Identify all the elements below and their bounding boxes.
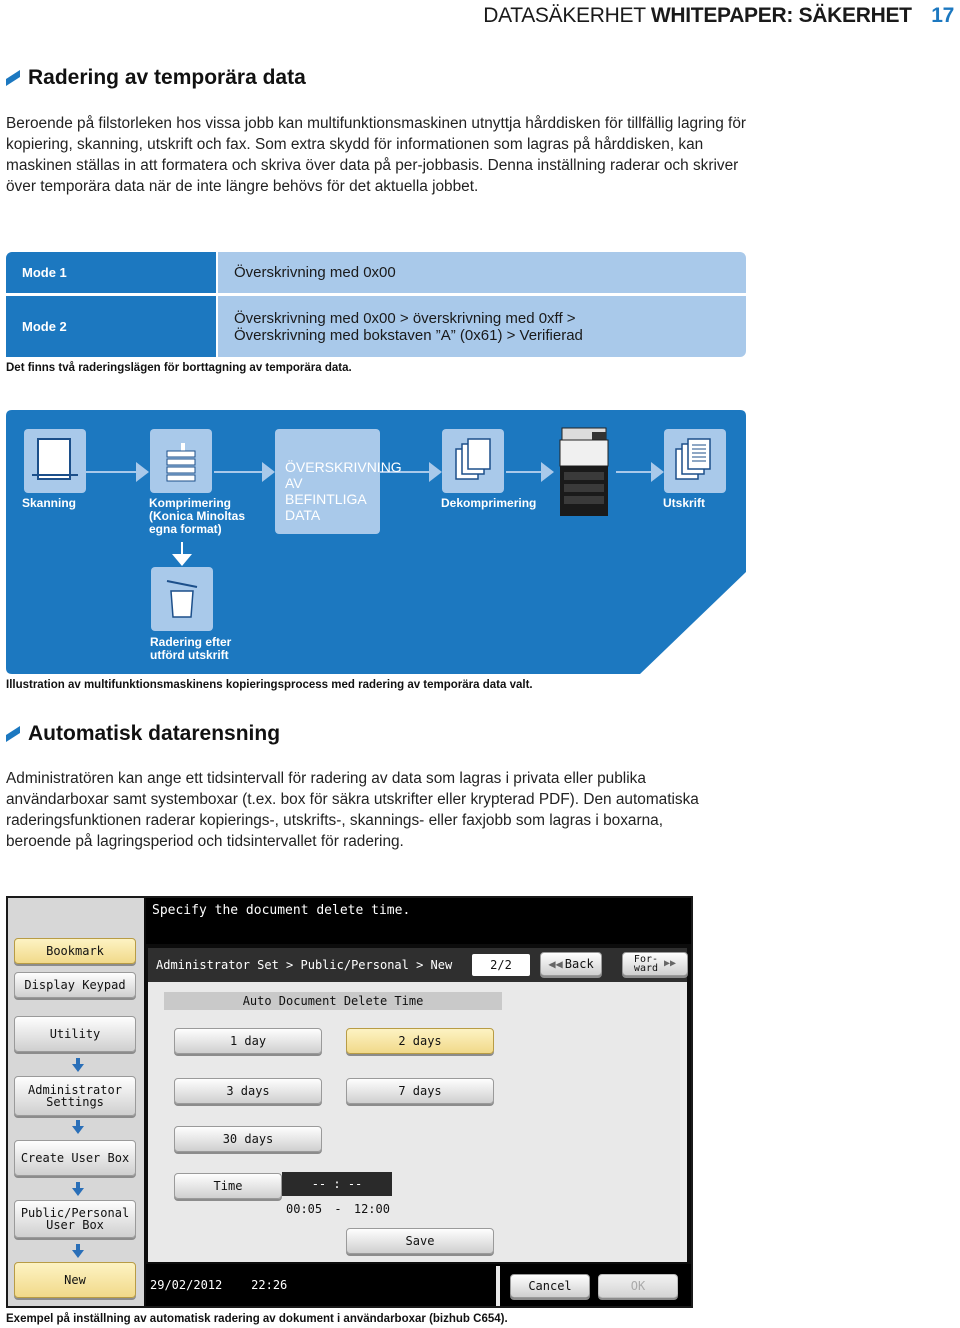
section2-title: Automatisk datarensning: [28, 722, 281, 745]
label-line: egna format): [149, 522, 222, 536]
back-arrow-icon: ◀◀: [548, 957, 563, 971]
compress-icon: [150, 429, 212, 493]
forward-button[interactable]: [622, 952, 688, 976]
section-title-temp-data: [6, 66, 306, 90]
label-line: AV BEFINTLIGA: [285, 475, 367, 507]
mode-line: Överskrivning med 0x00: [234, 264, 396, 281]
time-value-field[interactable]: -- : --: [282, 1172, 392, 1196]
overwrite-tile: [275, 429, 402, 534]
page-number: 17: [931, 4, 954, 27]
printed-pages-icon: [664, 429, 726, 493]
back-button[interactable]: [540, 952, 602, 976]
datetime: 29/02/2012 22:26: [150, 1278, 288, 1292]
compress-tile: [150, 429, 212, 493]
save-button[interactable]: Save: [346, 1228, 494, 1254]
arrow-down-icon: [72, 1244, 84, 1258]
caption-modes: Det finns två raderingslägen för borttagning av temporära data.: [6, 362, 352, 374]
breadcrumb: Administrator Set > Public/Personal > New: [156, 958, 453, 972]
page-header: [483, 4, 954, 28]
mode-row-1: [6, 252, 746, 293]
label-line: Komprimering: [149, 496, 232, 510]
page-indicator: 2/2: [472, 954, 530, 976]
screen-instruction: Specify the document delete time.: [146, 898, 691, 944]
decompress-tile: [442, 429, 504, 493]
option-2-days[interactable]: 2 days: [346, 1028, 494, 1054]
mode-table: [6, 252, 746, 357]
arrow-down-icon: [72, 1058, 84, 1072]
mode-description: [218, 252, 746, 293]
back-label: Back: [564, 957, 594, 971]
time-range-separator: -: [334, 1202, 342, 1216]
arrow-down-icon: [72, 1120, 84, 1134]
utility-button[interactable]: Utility: [14, 1016, 136, 1052]
section1-title: Radering av temporära data: [28, 66, 306, 89]
arrow-down-icon: [72, 1182, 84, 1196]
mode-description: [218, 296, 746, 357]
button-line: Public/Personal: [20, 1206, 130, 1220]
caption-process: Illustration av multifunktionsmaskinens kopieringsprocess med radering av temporära data valt.: [6, 679, 533, 691]
label-line: (Konica Minoltas: [149, 509, 246, 523]
forward-arrow-icon: ▶▶: [664, 958, 677, 969]
scan-tile: [24, 429, 86, 493]
scanner-icon: [24, 429, 86, 493]
header-title: WHITEPAPER: SÄKERHET: [650, 4, 912, 27]
label-delete: [150, 636, 231, 662]
option-30-days[interactable]: 30 days: [174, 1126, 322, 1152]
bookmark-button[interactable]: Bookmark: [14, 938, 136, 964]
button-line: User Box: [46, 1218, 104, 1232]
mode-label: Mode 2: [6, 296, 216, 357]
label-line: utförd utskrift: [150, 648, 229, 662]
section-title-auto-cleanup: [6, 722, 280, 746]
section-marker-icon: [6, 70, 20, 86]
display-keypad-button[interactable]: Display Keypad: [14, 972, 136, 998]
mode-line: Överskrivning med bokstaven ”A” (0x61) > Verifierad: [234, 326, 583, 344]
label-line: Radering efter: [150, 635, 232, 649]
mfp-printer-icon: [558, 424, 612, 518]
time-range-to: 12:00: [353, 1202, 390, 1216]
section-marker-icon: [6, 726, 20, 742]
documents-icon: [442, 429, 504, 493]
button-line: Administrator: [28, 1083, 122, 1097]
trash-icon: [151, 567, 213, 631]
label-scan: Skanning: [22, 496, 77, 510]
panel-title: Auto Document Delete Time: [164, 992, 502, 1010]
screen-navbar: [148, 948, 687, 982]
option-3-days[interactable]: 3 days: [174, 1078, 322, 1104]
section2-body: Administratören kan ange ett tidsintervall för radering av data som lagras i privata eller publika användarboxar samt systemboxar (t.ex. box för säkra utskrifter eller krypterad PDF). Den automatiska raderingsfunktionen raderar kopierings-, utskrifts-, skannings- eller faxjobb som lagras i boxarna, beroende på lagringsperiod och tidsintervallet för radering.: [6, 770, 699, 850]
option-7-days[interactable]: 7 days: [346, 1078, 494, 1104]
ok-button[interactable]: OK: [598, 1274, 678, 1298]
label-line: ÖVERSKRIVNING: [285, 459, 402, 475]
header-prefix: DATASÄKERHET: [483, 4, 646, 27]
button-line: Settings: [46, 1095, 104, 1109]
public-personal-box-button[interactable]: [14, 1200, 136, 1238]
mode-line: Överskrivning med 0x00 > överskrivning med 0xff >: [234, 309, 576, 327]
time-range-from: 00:05: [286, 1202, 323, 1216]
label-decompress: Dekomprimering: [441, 496, 537, 510]
label-compress: [149, 497, 245, 536]
footer-divider: [496, 1266, 500, 1306]
new-button[interactable]: New: [14, 1262, 136, 1298]
caption-screen: Exempel på inställning av automatisk radering av dokument i användarboxar (bizhub C654).: [6, 1313, 508, 1325]
admin-settings-button[interactable]: [14, 1076, 136, 1116]
device-screen: [6, 896, 693, 1308]
time-button[interactable]: Time: [174, 1173, 282, 1199]
create-user-box-button[interactable]: Create User Box: [14, 1140, 136, 1176]
print-tile: [664, 429, 726, 493]
time-range: [286, 1202, 390, 1216]
delete-tile: [151, 567, 213, 631]
cancel-button[interactable]: Cancel: [510, 1274, 590, 1298]
mode-row-2: [6, 296, 746, 357]
section1-body: Beroende på filstorleken hos vissa jobb kan multifunktionsmaskinen utnyttja hårddisken för tillfällig lagring för kopiering, skanning, utskrift och fax. Som extra skydd för informationen som lagras på hårddisken, kan maskinen ställas in att formatera och skriva över data på per-jobbasis. Denna inställning raderar och skriver över temporära data när de inte längre behövs för det aktuella jobbet.: [6, 115, 746, 195]
label-print: Utskrift: [663, 496, 706, 510]
mode-label: Mode 1: [6, 252, 216, 293]
option-1-day[interactable]: 1 day: [174, 1028, 322, 1054]
label-line: DATA: [285, 507, 321, 523]
forward-label: For- ward: [633, 954, 659, 974]
